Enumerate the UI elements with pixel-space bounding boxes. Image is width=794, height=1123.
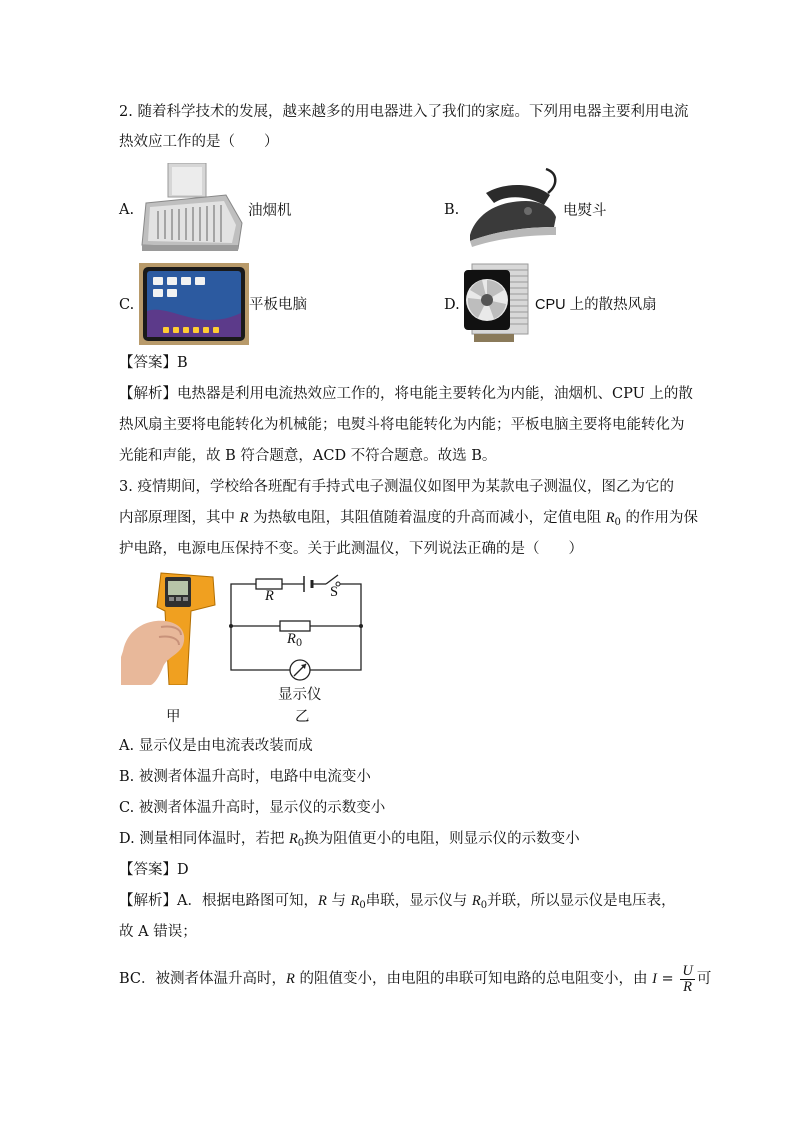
q3-stem-line3: 护电路，电源电压保持不变。关于此测温仪，下列说法正确的是（ ） [119,541,583,557]
q3-option-d: D. 测量相同体温时，若把 $R_0$换为阻值更小的电阻，则显示仪的示数变小 [119,831,580,849]
q3-option-b: B. 被测者体温升高时，电路中电流变小 [119,769,371,785]
q3-analysis-bc-line1: BC．被测者体温升高时，R 的阻值变小，由电阻的串联可知电路的总电阻变小，由 I = $\frac{U}{R}$ 可 [119,962,712,995]
q2-option-c-text: 平板电脑 [249,297,307,313]
switch-s-label: S [330,584,339,600]
figure-label-jia: 甲 [166,709,181,725]
q2-stem-line2: 热效应工作的是（ ） [119,134,279,150]
thermometer-photo [121,571,217,685]
q3-option-c: C. 被测者体温升高时，显示仪的示数变小 [119,800,386,816]
q2-option-b-text: 电熨斗 [563,203,607,219]
q2-option-b-letter: B. [444,202,460,218]
q3-analysis-a-line1: 【解析】A．根据电路图可知，R 与 $R_0$串联，显示仪与 $R_0$并联，所以显示仪是电压表， [119,893,676,911]
q2-analysis-line3: 光能和声能，故 B 符合题意，ACD 不符合题意。故选 B。 [119,448,497,464]
q3-stem-line2: 内部原理图，其中 R 为热敏电阻，其阻值随着温度的升高而减小，定值电阻 $R_0$ 的作用为保 [119,510,699,528]
q3-analysis-a-line2: 故 A 错误； [119,924,197,940]
q2-analysis-line1: 【解析】电热器是利用电流热效应工作的，将电能主要转化为内能，油烟机、CPU 上的散 [119,386,693,402]
figure-label-yi: 乙 [295,709,310,725]
resistor-r0-label: $R_0$ [287,631,303,649]
range-hood-image [138,163,246,255]
q3-option-a: A. 显示仪是由电流表改装而成 [119,738,313,754]
q2-answer: 【答案】B [119,355,188,371]
electric-iron-image [466,165,562,249]
q2-option-d-letter: D. [444,297,460,313]
q2-stem-line1: 2. 随着科学技术的发展，越来越多的用电器进入了我们的家庭。下列用电器主要利用电流 [119,104,689,120]
q3-answer: 【答案】D [119,862,189,878]
meter-label: 显示仪 [278,687,322,703]
resistor-r-label: R [265,588,274,604]
q2-option-a-text: 油烟机 [248,203,292,219]
q2-option-d-text: CPU 上的散热风扇 [535,297,657,313]
q2-analysis-line2: 热风扇主要将电能转化为机械能；电熨斗将电能转化为内能；平板电脑主要将电能转化为 [119,417,685,433]
cpu-fan-image [460,262,534,346]
tablet-image [139,263,249,345]
q2-option-c-letter: C. [119,297,135,313]
ohms-law-fraction: $\frac{U}{R}$ [682,962,693,995]
q3-stem-line1: 3. 疫情期间，学校给各班配有手持式电子测温仪如图甲为某款电子测温仪，图乙为它的 [119,479,674,495]
q2-option-a-letter: A. [119,202,135,218]
